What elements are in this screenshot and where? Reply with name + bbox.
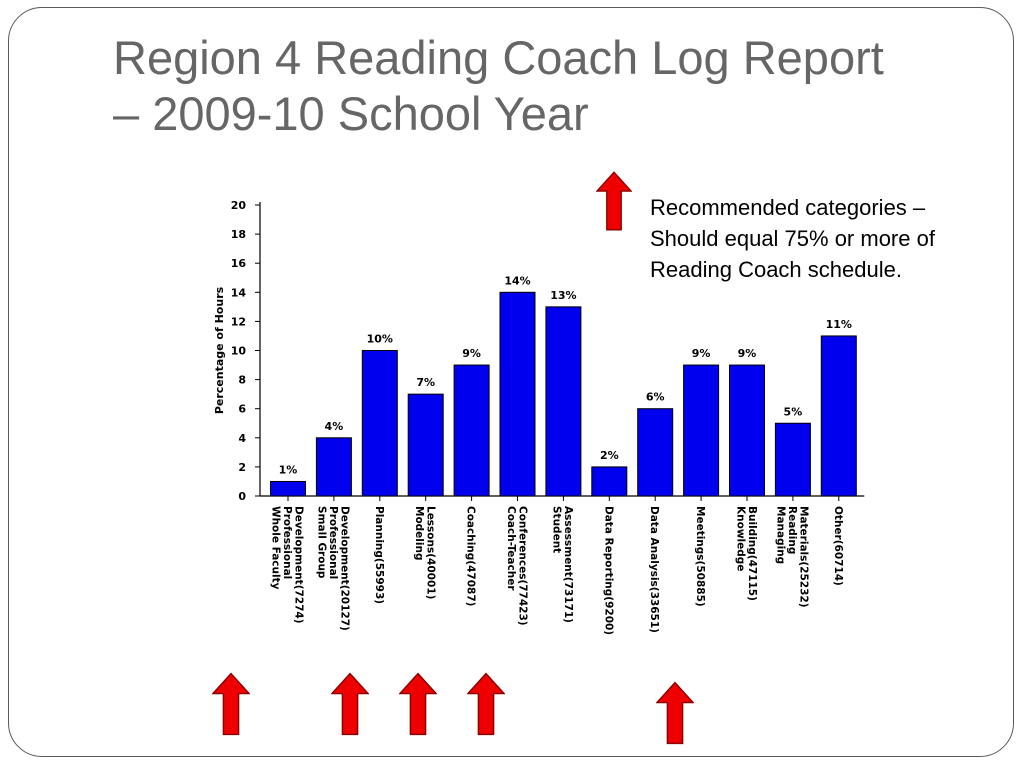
x-tick-label-line: Conferences(77423) xyxy=(516,506,529,626)
x-tick-label-line: Data Analysis(33651) xyxy=(648,506,661,633)
y-tick-label: 4 xyxy=(238,431,246,445)
x-tick-label-line: Modeling xyxy=(412,506,425,561)
x-tick-label-line: Reading xyxy=(785,506,798,555)
x-tick-label xyxy=(774,506,809,608)
x-tick-label-line: Lessons(40001) xyxy=(424,506,437,600)
y-tick-label: 18 xyxy=(230,228,246,242)
data-label: 2% xyxy=(599,448,619,462)
y-tick-label: 10 xyxy=(230,344,246,358)
x-tick-label xyxy=(315,506,350,631)
x-tick-label-line: Whole Faculty xyxy=(269,506,282,590)
bar xyxy=(408,394,443,496)
x-tick-label xyxy=(270,506,305,624)
bar xyxy=(546,307,581,496)
bar xyxy=(271,481,306,496)
bar xyxy=(454,365,489,496)
bar xyxy=(362,351,397,497)
x-tick-label-line: Other(60714) xyxy=(831,506,844,586)
y-tick-label: 2 xyxy=(238,460,246,474)
x-tick-label-line: Meetings(50885) xyxy=(694,506,707,607)
x-tick-label-line: Small Group xyxy=(315,506,328,579)
y-tick-label: 20 xyxy=(230,199,246,212)
y-tick-label: 6 xyxy=(238,402,246,416)
x-tick-label-line: Development(20127) xyxy=(338,506,351,631)
y-tick-label: 8 xyxy=(238,373,246,387)
arrow-data-analysis-icon xyxy=(656,681,694,745)
bar xyxy=(316,438,351,496)
x-tick-label-line: Knowledge xyxy=(734,506,747,572)
x-tick-label xyxy=(505,506,529,626)
note-line-2: Should equal 75% or more of xyxy=(650,226,935,251)
bar xyxy=(500,292,535,496)
x-tick-label-line: Managing xyxy=(774,506,787,565)
bar xyxy=(592,467,627,496)
y-tick-label: 16 xyxy=(230,257,246,271)
x-tick-label xyxy=(413,506,437,599)
x-tick-label xyxy=(734,506,758,601)
arrow-coach-teacher-icon xyxy=(467,672,505,736)
x-tick-label xyxy=(373,506,385,604)
x-tick-label xyxy=(602,506,614,635)
arrow-modeling-icon xyxy=(399,672,437,736)
data-label: 6% xyxy=(645,390,665,404)
y-axis-title: Percentage of Hours xyxy=(213,286,226,415)
data-label: 9% xyxy=(462,347,481,361)
x-tick-label xyxy=(551,506,575,623)
y-tick-label: 12 xyxy=(230,315,246,329)
y-tick-label: 14 xyxy=(230,286,246,300)
x-tick-label-line: Professional xyxy=(326,506,339,580)
x-tick-label-line: Development(7274) xyxy=(292,506,305,624)
data-label: 10% xyxy=(366,332,393,346)
bar xyxy=(684,365,719,496)
arrow-planning-icon xyxy=(331,672,369,736)
recommended-legend-arrow-icon xyxy=(596,170,632,232)
bar xyxy=(775,423,810,496)
x-tick-label-line: Professional xyxy=(281,506,293,580)
x-tick-label-line: Planning(55993) xyxy=(372,506,385,605)
bar xyxy=(730,365,765,496)
x-tick-label-line: Coaching(47087) xyxy=(464,506,477,607)
bar xyxy=(821,336,856,496)
arrow-whole-faculty-icon xyxy=(212,672,250,736)
data-label: 7% xyxy=(416,376,436,390)
note-line-1: Recommended categories – xyxy=(650,195,926,220)
x-tick-label-line: Assessment(73171) xyxy=(562,506,575,623)
data-label: 4% xyxy=(324,419,344,433)
y-tick-label: 0 xyxy=(238,490,246,503)
x-tick-label xyxy=(648,506,660,633)
slide-title-line-2: – 2009-10 School Year xyxy=(113,87,589,140)
x-tick-label xyxy=(694,506,706,607)
data-label: 5% xyxy=(783,405,803,419)
note-line-3: Reading Coach schedule. xyxy=(650,257,902,282)
x-tick-label xyxy=(832,506,844,586)
data-label: 13% xyxy=(550,288,577,302)
bar xyxy=(638,409,673,496)
data-label: 9% xyxy=(737,347,757,361)
data-label: 1% xyxy=(278,463,298,477)
x-tick-label xyxy=(465,506,477,606)
data-label: 14% xyxy=(504,274,531,288)
x-tick-label-line: Building(47115) xyxy=(745,506,758,601)
slide-title-line-1: Region 4 Reading Coach Log Report xyxy=(113,31,884,84)
x-tick-label-line: Materials(25232) xyxy=(797,506,810,608)
data-label: 9% xyxy=(691,347,711,361)
x-tick-label-line: Data Reporting(9200) xyxy=(602,506,615,636)
data-label: 11% xyxy=(825,317,852,331)
x-tick-label-line: Student xyxy=(550,506,563,554)
x-tick-label-line: Coach-Teacher xyxy=(504,506,517,591)
